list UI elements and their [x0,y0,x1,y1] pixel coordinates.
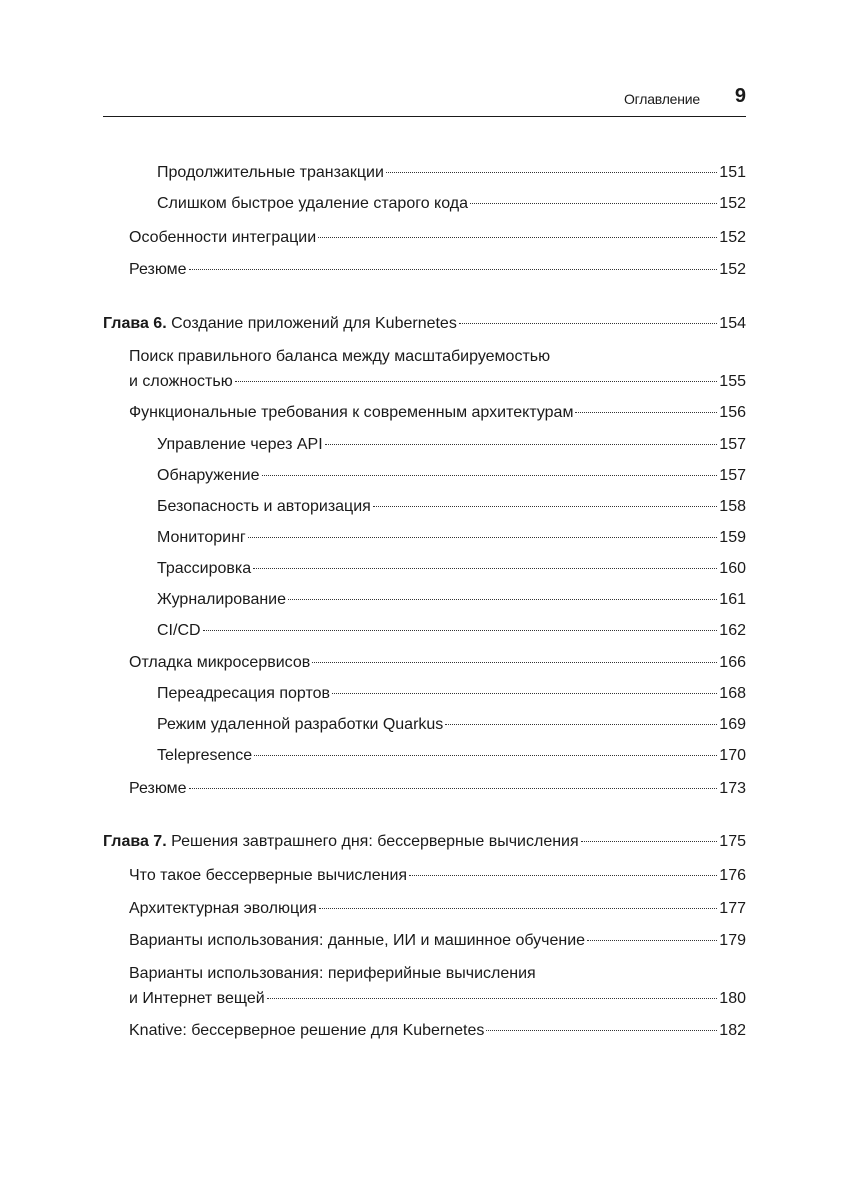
toc-entry[interactable] [157,494,746,519]
toc-entry-title: Трассировка [157,560,252,577]
leader-dots [288,598,717,600]
toc-entry-page: 177 [719,900,746,917]
leader-dots [409,874,717,876]
toc-entry-title: Telepresence [157,747,253,764]
leader-dots [332,692,717,694]
toc-entry-page: 155 [719,373,746,390]
toc-entry[interactable] [157,160,746,185]
toc-entry-title: Безопасность и авторизация [157,498,371,515]
leader-dots [319,907,718,909]
toc-entry[interactable] [157,463,746,488]
leader-dots [373,505,717,507]
toc-entry-page: 159 [719,529,746,546]
toc-entry-title: Резюме [129,261,187,278]
toc-entry-page: 176 [719,867,746,884]
toc-entry-title: Управление через API [157,436,323,453]
toc-entry[interactable] [157,618,746,643]
toc-entry[interactable] [157,556,746,581]
toc-entry[interactable] [129,344,746,394]
toc-entry-title: Отладка микросервисов [129,654,311,671]
toc-entry[interactable] [129,400,746,425]
toc-entry-title: Создание приложений для Kubernetes [171,315,457,332]
toc-entry-title: Особенности интеграции [129,229,317,246]
leader-dots [581,840,718,842]
leader-dots [189,268,718,270]
toc-entry-title: Варианты использования: данные, ИИ и машинное обучение [129,932,586,949]
toc-entry-page: 158 [719,498,746,515]
toc-entry[interactable] [129,961,746,1011]
toc-entry-page: 175 [719,833,746,850]
leader-dots [253,567,717,569]
toc-entry-page: 156 [719,404,746,421]
toc-entry-title: Обнаружение [157,467,260,484]
page-number: 9 [734,85,746,107]
chapter-label: Глава 6. [103,315,167,332]
toc-entry-page: 151 [719,164,746,181]
toc-entry-page: 166 [719,654,746,671]
toc-entry[interactable] [157,743,746,768]
toc-entry-page: 173 [719,780,746,797]
toc-entry-title: Продолжительные транзакции [157,164,384,181]
leader-dots [312,661,717,663]
toc-entry[interactable] [129,928,746,953]
toc-entry[interactable] [129,650,746,675]
leader-dots [189,787,718,789]
toc-entry-page: 169 [719,716,746,733]
toc-entry-page: 161 [719,591,746,608]
toc-entry-page: 162 [719,622,746,639]
toc-entry[interactable] [157,712,746,737]
toc-entry-title: Переадресация портов [157,685,330,702]
toc-entry-title: и Интернет вещей [129,990,265,1007]
leader-dots [445,723,717,725]
leader-dots [254,754,717,756]
toc-entry-page: 157 [719,436,746,453]
leader-dots [459,322,717,324]
leader-dots [262,474,718,476]
toc-entry-page: 160 [719,560,746,577]
toc-entry-page: 179 [719,932,746,949]
toc-entry-title: Журналирование [157,591,287,608]
toc-entry-title: Мониторинг [157,529,246,546]
toc-entry-title: Knative: бессерверное решение для Kubernetes [129,1022,485,1039]
toc-entry-page: 180 [719,990,746,1007]
toc-entry-page: 157 [719,467,746,484]
toc-entry-title: Решения завтрашнего дня: бессерверные вычисления [171,833,579,850]
chapter-label: Глава 7. [103,833,167,850]
leader-dots [325,443,718,445]
leader-dots [318,236,717,238]
toc-entry-title: Что такое бессерверные вычисления [129,867,408,884]
leader-dots [575,411,717,413]
toc-entry-title: и сложностью [129,373,233,390]
toc-chapter[interactable] [103,829,746,854]
toc-entry-page: 170 [719,747,746,764]
toc-entry[interactable] [129,863,746,888]
toc-entry[interactable] [157,681,746,706]
toc-entry[interactable] [157,191,746,216]
leader-dots [386,171,717,173]
toc-entry-title: Резюме [129,780,187,797]
toc-entry-page: 182 [719,1022,746,1039]
leader-dots [248,536,718,538]
leader-dots [267,997,718,999]
leader-dots [486,1029,717,1031]
toc-entry-page: 152 [719,261,746,278]
toc-entry[interactable] [129,896,746,921]
toc-entry-title: Архитектурная эволюция [129,900,317,917]
toc-entry[interactable] [129,1018,746,1043]
leader-dots [235,380,718,382]
toc-entry-title-line1: Варианты использования: периферийные вычисления [129,965,536,982]
running-header [103,85,746,117]
toc-entry[interactable] [129,776,746,801]
leader-dots [470,202,717,204]
toc-entry[interactable] [157,432,746,457]
toc-entry[interactable] [157,587,746,612]
toc-chapter[interactable] [103,311,746,336]
toc-entry[interactable] [157,525,746,550]
running-header-title: Оглавление [623,91,700,107]
toc-entry-page: 168 [719,685,746,702]
toc-entry-page: 154 [719,315,746,332]
leader-dots [587,939,717,941]
toc-entry-page: 152 [719,229,746,246]
toc-entry-title: Слишком быстрое удаление старого кода [157,195,469,212]
toc-entry[interactable] [129,225,746,250]
toc-entry[interactable] [129,257,746,282]
toc-entry-title: Функциональные требования к современным архитектурам [129,404,574,421]
toc-entry-title: CI/CD [157,622,201,639]
toc-entry-page: 152 [719,195,746,212]
leader-dots [203,629,718,631]
toc-entry-title: Режим удаленной разработки Quarkus [157,716,444,733]
toc-entry-title-line1: Поиск правильного баланса между масштабируемостью [129,348,551,365]
